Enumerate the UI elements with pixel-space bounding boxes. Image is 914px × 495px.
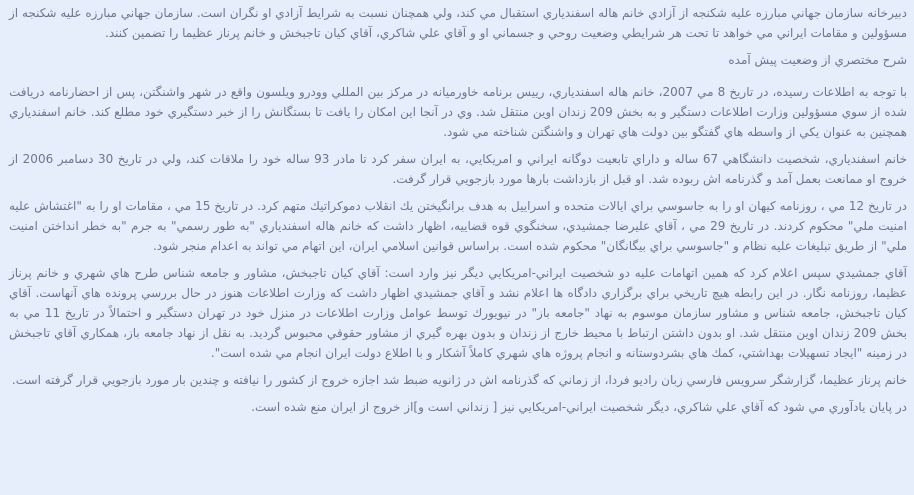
paragraph-background-esfandiari: خانم اسفندياري، شخصيت دانشگاهي 67 ساله و داراي تابعيت دوگانه ايراني و امريكايي، به ايران سفر كرد تا مادر 93 ساله خود را ملاقات كند، ولي در تاريخ 30 دسامبر 2006 از خروج او ممانعت بعمل آمد و گذرنامه اش ربوده شد. او قبل از بازداشت بارها مورد بازجويي قرار گرفت. [9, 152, 907, 186]
paragraph-shakeri-note: در پايان يادآوري مي شود كه آقاي علي شاكري، ديگر شخصيت ايراني-امريكايي نيز [ زنداني است و]از خروج از ايران منع شده است. [251, 400, 907, 414]
paragraph-azima-passport: خانم پرناز عظيما، گزارشگر سرويس فارسي زبان راديو فردا، از زماني كه گذرنامه اش در ژانويه ضبط شد اجازه خروج از كشور را نيافته و چندين بار مورد بازجويي قرار گرفته است. [11, 373, 907, 387]
section-heading: شرح مختصري از وضعيت پيش آمده [728, 53, 907, 67]
intro-paragraph: دبيرخانه سازمان جهاني مبارزه عليه شكنجه از آزادي خانم هاله اسفندياري استقبال مي كند، ولي همچنان نسبت به شرايط آزادي او نگران است. سازمان جهاني مبارزه عليه شكنجه از مسؤولين و مقامات ايراني مي خواهد تا تحت هر شرايطي وضعيت روحي و جسماني او و آقاي علي شاكري، آقاي كيان تاجبخش و خانم پرناز عظيما را تضمين كنند. [9, 6, 907, 40]
paragraph-arrest-esfandiari: با توجه به اطلاعات رسيده، در تاريخ 8 مي 2007، خانم هاله اسفندياري، رييس برنامه خاورميانه در مركز بين المللي وودرو ويلسون واقع در شهر واشنگتن، پس از احضارنامه دريافت شده از سوي مسؤولين وزارت اطلاعات دستگير و به بخش 209 زندان اوين منتقل شد. وي در آنجا اين امكان را يافت تا بستگانش را از خبر دستگيري خود مطلع كند. خانم اسفندياري همچنين به عنوان يكي از واسطه هاي گفتگو بين دولت هاي تهران و واشنگتن شناخته مي شود. [9, 85, 907, 139]
paragraph-tajbakhsh-azima: آقاي جمشيدي سپس اعلام كرد كه همين اتهامات عليه دو شخصيت ايراني-امريكايي ديگر نيز وارد است: آقاي كيان تاجبخش، مشاور و جامعه شناس طرح هاي شهري و خانم پرناز عظيما، روزنامه نگار. در اين رابطه هيچ تاريخي براي برگزاري دادگاه ها اعلام نشد و آقاي جمشيدي اظهار داشت كه وزارت اطلاعات هنوز در حال بررسي پرونده هاي آنهاست. آقاي كيان تاجبخش، جامعه شناس و مشاور سازمان موسوم به نهاد "جامعه باز" در نيويورك توسط عوامل وزارت اطلاعات در منزل خود در تهران دستگير و احتمالاً در تاريخ 11 مي به بخش 209 زندان اوين منتقل شد. او بدون داشتن ارتباط با محيط خارج از زندان و بدون بهره گيري از مشاور حقوقي محبوس گرديد. به نقل از نهاد جامعه باز، همكاري آقاي تاجبخش در زمينه "ايجاد تسهيلات بهداشتي، كمك هاي بشردوستانه و انجام پروژه هاي شهري كاملاً آشكار و با اطلاع دولت ايران انجام مي شده است". [9, 266, 907, 360]
paragraph-accusations: در تاريخ 12 مي ، روزنامه كيهان او را به جاسوسي براي ايالات متحده و اسراييل به هدف برانگيختن يك انقلاب دموكراتيك متهم كرد. در تاريخ 15 مي ، مقامات او را به "اغتشاش عليه امنيت ملي" محكوم كردند. در تاريخ 29 مي ، آقاي عليرضا جمشيدي، سخنگوي قوه قضاييه، اظهار داشت كه خانم هاله اسفندياري "به طور رسمي" به جرم "به خطر انداختن امنيت ملي" از طريق تبليغات عليه نظام و "جاسوسي براي بيگانگان" محكوم شده است. براساس قوانين اسلامي ايران، اين اتهام مي تواند به اعدام منجر شود. [9, 199, 908, 253]
